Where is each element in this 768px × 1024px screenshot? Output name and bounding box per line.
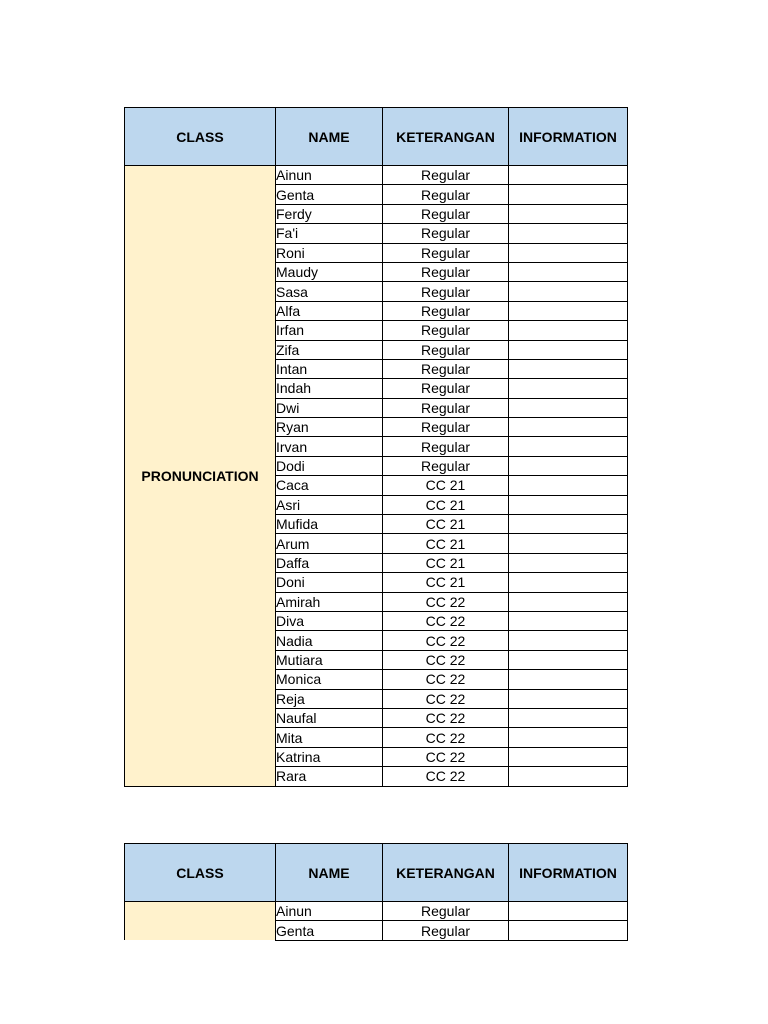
information-cell [509,747,628,766]
name-cell: Reja [276,689,383,708]
name-cell: Fa'i [276,224,383,243]
keterangan-cell: Regular [383,204,509,223]
information-cell [509,902,628,921]
name-cell: Mufida [276,515,383,534]
name-cell: Indah [276,379,383,398]
keterangan-cell: Regular [383,379,509,398]
information-cell [509,573,628,592]
information-cell [509,767,628,786]
name-cell: Naufal [276,708,383,727]
information-cell [509,476,628,495]
roster-table-pronunciation [124,107,628,787]
information-cell [509,611,628,630]
name-cell: Ainun [276,902,383,921]
name-cell: Dwi [276,398,383,417]
information-cell [509,495,628,514]
keterangan-cell: CC 21 [383,573,509,592]
information-cell [509,650,628,669]
information-cell [509,689,628,708]
information-cell [509,418,628,437]
name-cell: Mutiara [276,650,383,669]
keterangan-cell: CC 22 [383,592,509,611]
keterangan-cell: Regular [383,437,509,456]
keterangan-cell: CC 22 [383,708,509,727]
keterangan-cell: Regular [383,921,509,940]
information-cell [509,185,628,204]
name-cell: Diva [276,611,383,630]
name-cell: Dodi [276,456,383,475]
keterangan-cell: Regular [383,282,509,301]
keterangan-cell: CC 22 [383,670,509,689]
keterangan-cell: Regular [383,359,509,378]
name-cell: Nadia [276,631,383,650]
information-cell [509,204,628,223]
keterangan-cell: CC 21 [383,476,509,495]
keterangan-cell: CC 22 [383,767,509,786]
name-cell: Katrina [276,747,383,766]
name-cell: Ainun [276,166,383,185]
keterangan-cell: CC 22 [383,650,509,669]
header-name: NAME [276,844,383,902]
keterangan-cell: Regular [383,321,509,340]
information-cell [509,379,628,398]
information-cell [509,301,628,320]
name-cell: Sasa [276,282,383,301]
header-class: CLASS [125,108,276,166]
name-cell: Doni [276,573,383,592]
name-cell: Caca [276,476,383,495]
information-cell [509,243,628,262]
header-row [125,844,628,902]
name-cell: Ferdy [276,204,383,223]
header-keterangan: KETERANGAN [383,844,509,902]
name-cell: Genta [276,185,383,204]
name-cell: Intan [276,359,383,378]
header-information: INFORMATION [509,108,628,166]
header-name: NAME [276,108,383,166]
keterangan-cell: CC 22 [383,747,509,766]
information-cell [509,456,628,475]
information-cell [509,398,628,417]
keterangan-cell: Regular [383,398,509,417]
information-cell [509,921,628,940]
keterangan-cell: Regular [383,262,509,281]
keterangan-cell: Regular [383,166,509,185]
keterangan-cell: Regular [383,185,509,204]
information-cell [509,670,628,689]
keterangan-cell: CC 22 [383,631,509,650]
keterangan-cell: CC 22 [383,689,509,708]
information-cell [509,728,628,747]
name-cell: Monica [276,670,383,689]
keterangan-cell: CC 21 [383,495,509,514]
roster-table-second [124,843,628,941]
name-cell: Daffa [276,553,383,572]
header-information: INFORMATION [509,844,628,902]
information-cell [509,437,628,456]
keterangan-cell: Regular [383,224,509,243]
information-cell [509,262,628,281]
information-cell [509,708,628,727]
name-cell: Maudy [276,262,383,281]
keterangan-cell: Regular [383,340,509,359]
keterangan-cell: Regular [383,902,509,921]
name-cell: Irfan [276,321,383,340]
information-cell [509,515,628,534]
header-row [125,108,628,166]
keterangan-cell: Regular [383,301,509,320]
information-cell [509,166,628,185]
information-cell [509,340,628,359]
name-cell: Irvan [276,437,383,456]
class-cell [125,902,276,941]
information-cell [509,534,628,553]
keterangan-cell: CC 22 [383,611,509,630]
name-cell: Amirah [276,592,383,611]
information-cell [509,321,628,340]
name-cell: Zifa [276,340,383,359]
name-cell: Rara [276,767,383,786]
header-keterangan: KETERANGAN [383,108,509,166]
keterangan-cell: CC 21 [383,515,509,534]
information-cell [509,631,628,650]
name-cell: Mita [276,728,383,747]
table-row [125,902,628,921]
name-cell: Roni [276,243,383,262]
information-cell [509,359,628,378]
keterangan-cell: Regular [383,243,509,262]
keterangan-cell: Regular [383,418,509,437]
keterangan-cell: CC 21 [383,553,509,572]
name-cell: Arum [276,534,383,553]
keterangan-cell: CC 21 [383,534,509,553]
information-cell [509,592,628,611]
information-cell [509,282,628,301]
information-cell [509,553,628,572]
header-class: CLASS [125,844,276,902]
name-cell: Alfa [276,301,383,320]
name-cell: Genta [276,921,383,940]
name-cell: Asri [276,495,383,514]
table-row [125,166,628,185]
keterangan-cell: Regular [383,456,509,475]
keterangan-cell: CC 22 [383,728,509,747]
information-cell [509,224,628,243]
class-cell: PRONUNCIATION [125,166,276,787]
name-cell: Ryan [276,418,383,437]
